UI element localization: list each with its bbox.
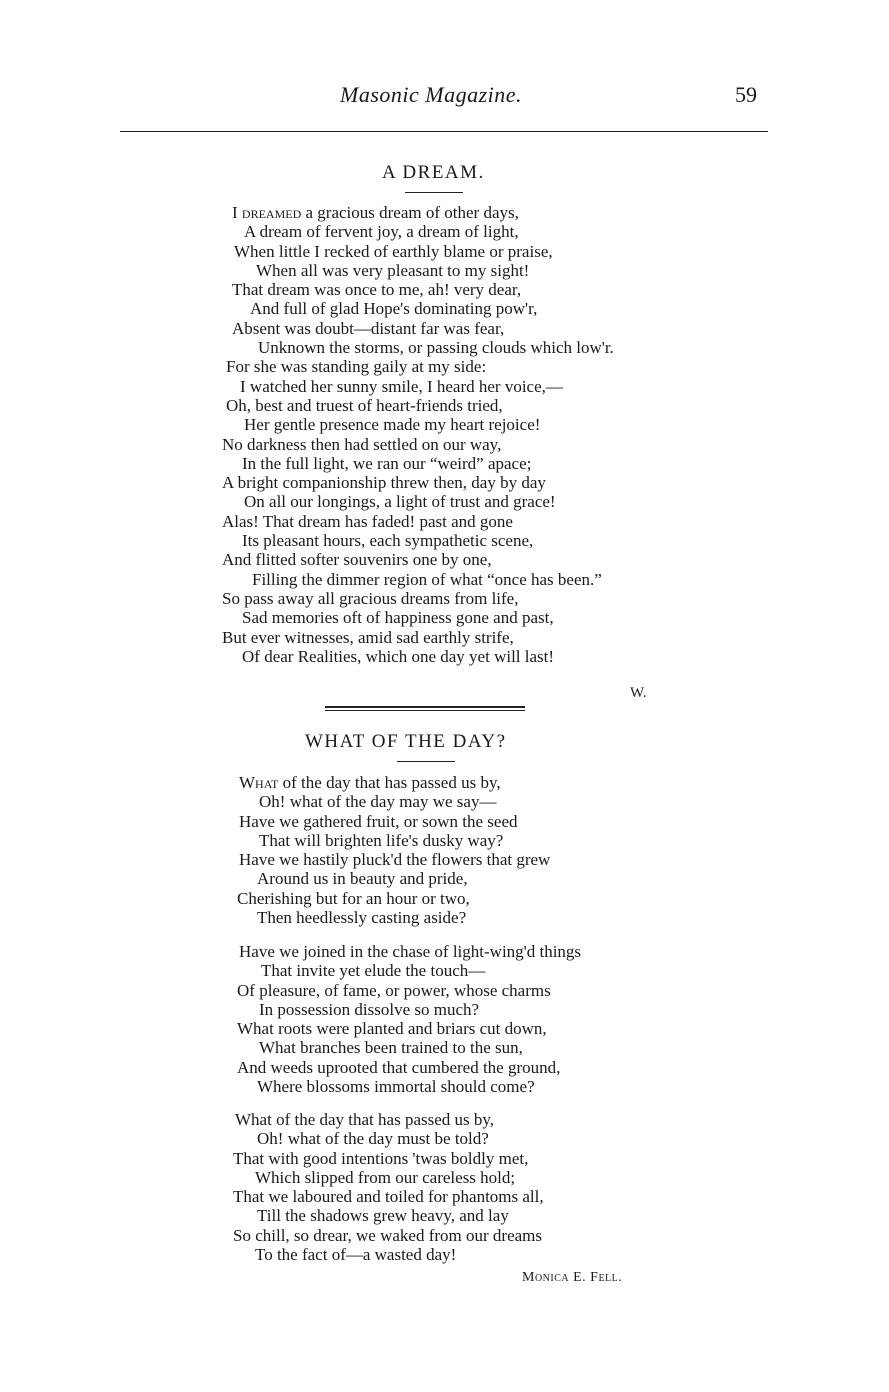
- verse-line: [222, 570, 614, 589]
- verse-line: [237, 889, 550, 908]
- title-rule: [397, 761, 455, 762]
- verse-line: [222, 628, 614, 647]
- verse-line: [222, 435, 614, 454]
- verse-line: [233, 1149, 544, 1168]
- verse-text: Then heedlessly casting aside?: [257, 908, 467, 928]
- page-number: 59: [735, 82, 757, 107]
- verse-text: But ever witnesses, amid sad earthly strife,: [222, 627, 514, 647]
- verse-text: What roots were planted and briars cut down,: [237, 1019, 547, 1039]
- verse-line: [222, 415, 614, 434]
- verse-text: Have we gathered fruit, or sown the seed: [239, 811, 518, 831]
- verse-text: No darkness then had settled on our way,: [222, 434, 502, 454]
- verse-text: Oh! what of the day must be told?: [257, 1129, 489, 1149]
- verse-line: [237, 1077, 581, 1096]
- verse-line: [222, 512, 614, 531]
- verse-line: [222, 589, 614, 608]
- verse-line: [233, 1226, 544, 1245]
- verse-text: And flitted softer souvenirs one by one,: [222, 550, 492, 570]
- verse-text: Sad memories oft of happiness gone and past,: [242, 608, 554, 628]
- verse-line: [222, 261, 614, 280]
- verse-text: Of pleasure, of fame, or power, whose charms: [237, 980, 551, 1000]
- verse-line: [237, 831, 550, 850]
- verse-text: Alas! That dream has faded! past and gone: [222, 511, 513, 531]
- verse-line: [222, 473, 614, 492]
- verse-text: In possession dissolve so much?: [259, 999, 480, 1019]
- running-head: [0, 82, 889, 112]
- verse-first-word: I dreamed: [232, 203, 302, 222]
- verse-line: [222, 299, 614, 318]
- poem-signature: W.: [630, 685, 647, 701]
- verse-text: A dream of fervent joy, a dream of light,: [244, 222, 519, 242]
- verse-text: Oh, best and truest of heart-friends tried,: [226, 395, 503, 415]
- verse-line: [222, 396, 614, 415]
- verse-line: [222, 280, 614, 299]
- divider-thick-line: [325, 706, 525, 708]
- poem-stanza-2: [237, 942, 581, 1096]
- verse-line: [237, 1019, 581, 1038]
- verse-line: [237, 1038, 581, 1057]
- verse-text: Have we hastily pluck'd the flowers that grew: [239, 850, 551, 870]
- verse-text: That will brighten life's dusky way?: [259, 830, 504, 850]
- verse-line: [233, 1187, 544, 1206]
- verse-text: That dream was once to me, ah! very dear,: [232, 280, 522, 300]
- verse-text: Have we joined in the chase of light-wing'd things: [239, 942, 582, 961]
- verse-line: [222, 338, 614, 357]
- poem-stanza-3: [233, 1110, 544, 1264]
- verse-line: [237, 942, 581, 961]
- verse-line: [237, 908, 550, 927]
- verse-text: On all our longings, a light of trust and grace!: [244, 492, 556, 512]
- verse-line: [222, 357, 614, 376]
- verse-line: [237, 812, 550, 831]
- verse-text: a gracious dream of other days,: [301, 203, 519, 222]
- verse-text: Its pleasant hours, each sympathetic scene,: [242, 531, 534, 551]
- verse-line: [237, 773, 550, 792]
- verse-text: To the fact of—a wasted day!: [255, 1245, 457, 1265]
- section-divider: [325, 706, 525, 712]
- verse-line: [222, 647, 614, 666]
- title-rule: [405, 192, 463, 193]
- verse-line: [237, 1000, 581, 1019]
- verse-text: That with good intentions 'twas boldly met,: [233, 1148, 529, 1168]
- verse-line: [237, 850, 550, 869]
- verse-text: Of dear Realities, which one day yet will last!: [242, 646, 555, 666]
- verse-text: Filling the dimmer region of what “once has been.”: [252, 569, 602, 589]
- verse-text: That we laboured and toiled for phantoms all,: [233, 1187, 544, 1207]
- verse-text: of the day that has passed us by,: [278, 773, 501, 792]
- header-rule: [120, 131, 768, 132]
- verse-text: Till the shadows grew heavy, and lay: [257, 1206, 509, 1226]
- verse-line: [237, 1058, 581, 1077]
- poem-title-what-of-the-day: WHAT OF THE DAY?: [305, 731, 507, 752]
- verse-text: Unknown the storms, or passing clouds which low'r.: [258, 338, 614, 358]
- running-title: Masonic Magazine.: [340, 82, 523, 107]
- verse-text: When little I recked of earthly blame or praise,: [234, 241, 553, 261]
- verse-line: [222, 531, 614, 550]
- verse-text: I watched her sunny smile, I heard her voice,—: [240, 376, 563, 396]
- verse-line: [222, 242, 614, 261]
- poem-stanza-1: [237, 773, 550, 927]
- verse-text: What of the day that has passed us by,: [235, 1110, 495, 1129]
- verse-text: Her gentle presence made my heart rejoice!: [244, 415, 541, 435]
- verse-text: So chill, so drear, we waked from our dreams: [233, 1225, 543, 1245]
- verse-text: A bright companionship threw then, day by day: [222, 473, 546, 493]
- verse-text: That invite yet elude the touch—: [261, 961, 486, 981]
- verse-line: [233, 1110, 544, 1129]
- verse-line: [233, 1129, 544, 1148]
- divider-thin-line: [325, 710, 525, 711]
- poem-a-dream-text: [222, 203, 614, 666]
- poem-title-a-dream: A DREAM.: [382, 162, 485, 183]
- verse-line: [222, 608, 614, 627]
- verse-line: [222, 454, 614, 473]
- verse-text: Where blossoms immortal should come?: [257, 1077, 535, 1097]
- verse-text: Oh! what of the day may we say—: [259, 792, 497, 812]
- verse-text: Cherishing but for an hour or two,: [237, 888, 470, 908]
- verse-text: What branches been trained to the sun,: [259, 1038, 523, 1058]
- verse-line: [222, 222, 614, 241]
- verse-text: Around us in beauty and pride,: [257, 869, 468, 889]
- verse-text: And weeds uprooted that cumbered the ground,: [237, 1057, 561, 1077]
- verse-text: And full of glad Hope's dominating pow'r,: [250, 299, 538, 319]
- verse-line: [237, 961, 581, 980]
- verse-text: Which slipped from our careless hold;: [255, 1167, 516, 1187]
- verse-line: [222, 550, 614, 569]
- verse-line: [222, 319, 614, 338]
- verse-text: When all was very pleasant to my sight!: [256, 260, 530, 280]
- verse-line: [237, 792, 550, 811]
- verse-text: So pass away all gracious dreams from life,: [222, 588, 519, 608]
- verse-line: [233, 1206, 544, 1225]
- verse-line: [233, 1245, 544, 1264]
- verse-line: [237, 869, 550, 888]
- verse-line: [237, 981, 581, 1000]
- verse-line: [222, 377, 614, 396]
- verse-text: Absent was doubt—distant far was fear,: [232, 318, 505, 338]
- verse-text: In the full light, we ran our “weird” apace;: [242, 453, 532, 473]
- poem-signature: Monica E. Fell.: [522, 1270, 623, 1285]
- verse-text: For she was standing gaily at my side:: [226, 357, 487, 377]
- verse-line: [233, 1168, 544, 1187]
- verse-first-word: What: [239, 773, 279, 792]
- verse-line: [222, 203, 614, 222]
- verse-line: [222, 492, 614, 511]
